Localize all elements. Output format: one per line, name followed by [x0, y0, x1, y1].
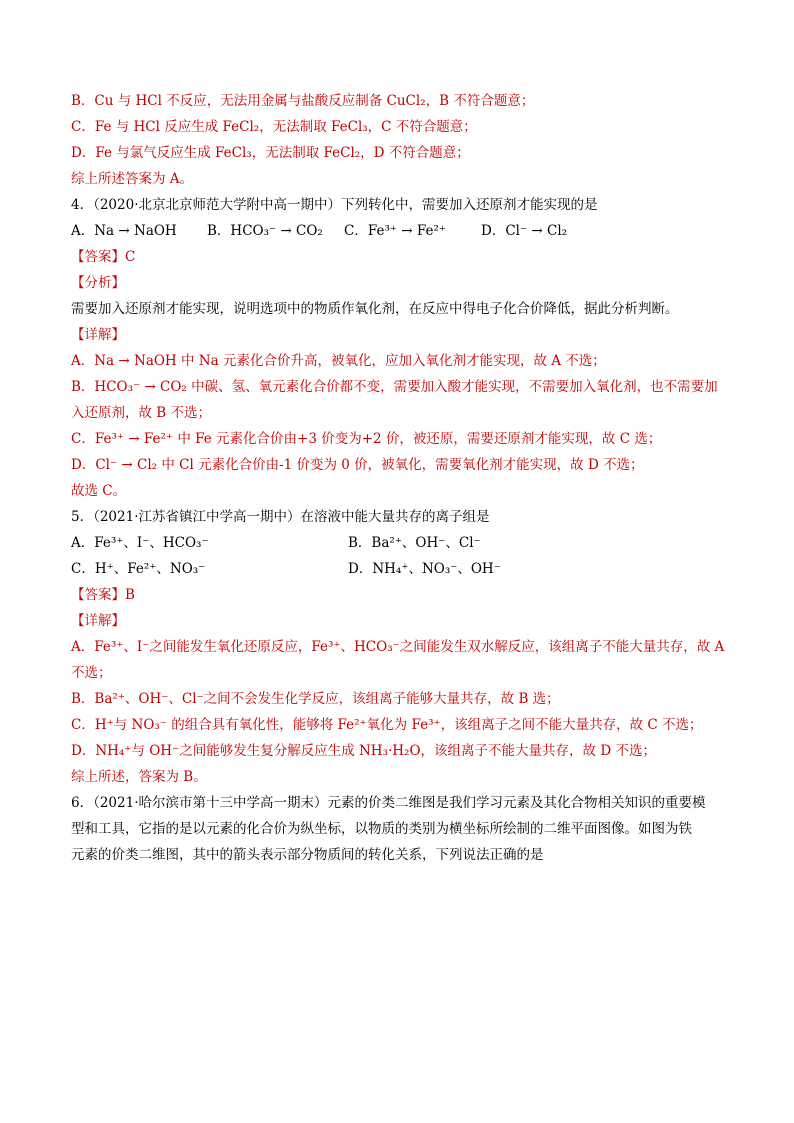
q5-options-row2	[71, 556, 731, 582]
q4-answer: 【答案】C	[71, 249, 136, 265]
q5-conclusion: 综上所述，答案为 B。	[71, 769, 207, 785]
q5-detail-a-line1: A．Fe³⁺、I⁻之间能发生氧化还原反应，Fe³⁺、HCO₃⁻之间能发生双水解反应，该组离子不能大量共存，故 A	[71, 639, 725, 655]
q5-detail-a-line2: 不选；	[71, 665, 112, 681]
q4-detail-tag: 【详解】	[71, 327, 125, 343]
q6-stem-line3: 元素的价类二维图，其中的箭头表示部分物质间的转化关系，下列说法正确的是	[71, 847, 544, 863]
q5-option-a: A．Fe³⁺、I⁻、HCO₃⁻	[71, 535, 209, 551]
prev-option-b: B．Cu 与 HCl 不反应，无法用金属与盐酸反应制备 CuCl₂，B 不符合题意；	[71, 93, 535, 109]
prev-option-d: D．Fe 与氯气反应生成 FeCl₃，无法制取 FeCl₂，D 不符合题意；	[71, 145, 470, 161]
q6-stem-line2: 型和工具，它指的是以元素的化合价为纵坐标，以物质的类别为横坐标所绘制的二维平面图像。如图为铁	[71, 821, 692, 837]
q6-stem-line1: 6．（2021·哈尔滨市第十三中学高一期末）元素的价类二维图是我们学习元素及其化合物相关知识的重要模	[71, 795, 706, 811]
prev-option-c: C．Fe 与 HCl 反应生成 FeCl₂，无法制取 FeCl₃，C 不符合题意；	[71, 119, 477, 135]
q4-detail-b-line2: 入还原剂，故 B 不选；	[71, 405, 212, 421]
q5-option-b: B．Ba²⁺、OH⁻、Cl⁻	[348, 535, 481, 551]
q4-option-b: B．HCO₃⁻ → CO₂	[207, 223, 323, 239]
prev-summary: 综上所述答案为 A。	[71, 171, 194, 187]
q4-detail-a: A．Na → NaOH 中 Na 元素化合价升高，被氧化，应加入氧化剂才能实现，故 A 不选；	[71, 353, 606, 369]
q5-options-row1	[71, 530, 731, 556]
q5-detail-d: D．NH₄⁺与 OH⁻之间能够发生复分解反应生成 NH₃·H₂O，该组离子不能大量共存，故 D 不选；	[71, 743, 656, 759]
q5-answer: 【答案】B	[71, 587, 135, 603]
q4-detail-d: D．Cl⁻ → Cl₂ 中 Cl 元素化合价由-1 价变为 0 价，被氧化，需要氧化剂才能实现，故 D 不选；	[71, 457, 644, 473]
q4-stem: 4．（2020·北京北京师范大学附中高一期中）下列转化中，需要加入还原剂才能实现的是	[71, 197, 598, 213]
q4-options	[71, 218, 731, 244]
q5-option-c: C．H⁺、Fe²⁺、NO₃⁻	[71, 561, 206, 577]
q4-analysis: 需要加入还原剂才能实现，说明选项中的物质作氧化剂，在反应中得电子化合价降低，据此分析判断。	[71, 301, 679, 317]
q5-detail-c: C．H⁺与 NO₃⁻ 的组合具有氧化性，能够将 Fe²⁺氧化为 Fe³⁺，该组离子之间不能大量共存，故 C 不选；	[71, 717, 703, 733]
q4-option-d: D．Cl⁻ → Cl₂	[481, 223, 568, 239]
q4-detail-b-line1: B．HCO₃⁻ → CO₂ 中碳、氢、氧元素化合价都不变，需要加入酸才能实现，不需要加入氧化剂，也不需要加	[71, 379, 718, 395]
q4-analysis-tag: 【分析】	[71, 275, 125, 291]
q4-conclusion: 故选 C。	[71, 483, 127, 499]
q4-option-c: C．Fe³⁺ → Fe²⁺	[344, 223, 447, 239]
q5-detail-b: B．Ba²⁺、OH⁻、Cl⁻之间不会发生化学反应，该组离子能够大量共存，故 B 选；	[71, 691, 560, 707]
q4-option-a: A．Na → NaOH	[71, 223, 177, 239]
q5-option-d: D．NH₄⁺、NO₃⁻、OH⁻	[348, 561, 501, 577]
q4-detail-c: C．Fe³⁺ → Fe²⁺ 中 Fe 元素化合价由+3 价变为+2 价，被还原，需要还原剂才能实现，故 C 选；	[71, 431, 662, 447]
q5-detail-tag: 【详解】	[71, 613, 125, 629]
document-page	[71, 88, 731, 868]
q5-stem: 5．（2021·江苏省镇江中学高一期中）在溶液中能大量共存的离子组是	[71, 509, 490, 525]
